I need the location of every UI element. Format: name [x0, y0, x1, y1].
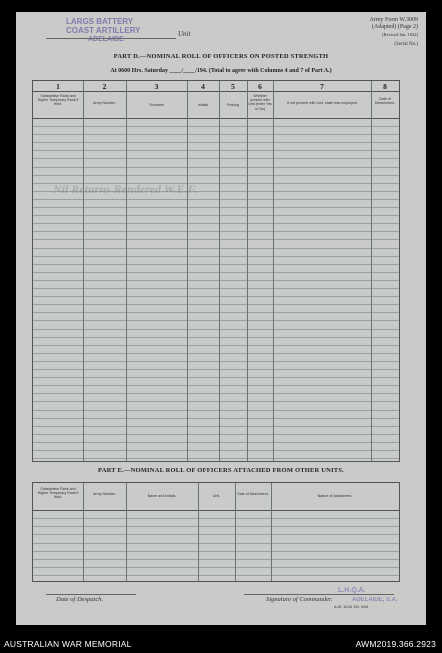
- ruled-row-line: [33, 450, 399, 451]
- col-8-header: Date of Detachment.: [374, 97, 396, 106]
- ruled-row-line: [33, 401, 399, 402]
- ruled-row-line: [33, 575, 399, 576]
- unit-underline: [46, 38, 176, 39]
- ruled-row-line: [33, 353, 399, 354]
- ruled-row-line: [33, 526, 399, 527]
- ruled-row-line: [33, 534, 399, 535]
- col-1-header: Substantive Rank and Higher Temporary Rank if Held.: [37, 94, 79, 107]
- ruled-row-line: [33, 442, 399, 443]
- print-reference: A.W. 11/44 1M, 3/44: [334, 605, 369, 609]
- ruled-row-line: [33, 167, 399, 168]
- col-3-header: Surname: [149, 103, 164, 107]
- ruled-row-line: [33, 418, 399, 419]
- document-page: [16, 12, 426, 625]
- col-2-header: Army Number.: [93, 101, 116, 105]
- col-5-header: Posting: [227, 103, 239, 107]
- ruled-row-line: [33, 158, 399, 159]
- ruled-row-line: [33, 543, 399, 544]
- col-8-number: 8: [383, 82, 387, 91]
- ruled-row-line: [33, 288, 399, 289]
- signature-label: Signature of Commander.: [266, 596, 333, 603]
- signature-line: [244, 594, 394, 595]
- ruled-row-line: [33, 256, 399, 257]
- archive-caption: AUSTRALIAN WAR MEMORIAL: [4, 639, 132, 649]
- unit-label: Unit: [178, 30, 191, 38]
- ruled-row-line: [33, 385, 399, 386]
- ruled-row-line: [33, 369, 399, 370]
- ruled-row-line: [33, 312, 399, 313]
- ruled-row-line: [33, 304, 399, 305]
- ruled-row-line: [33, 296, 399, 297]
- e-col-2-header: Army Number.: [93, 492, 116, 496]
- ruled-row-line: [33, 320, 399, 321]
- ruled-row-line: [33, 410, 399, 411]
- form-reference: Army Form W.3009 (Adapted) (Page 2) (Revised Jan. 1942): [369, 17, 418, 37]
- ruled-row-line: [33, 393, 399, 394]
- date-line: [46, 594, 136, 595]
- ruled-row-line: [33, 434, 399, 435]
- col-4-number: 4: [201, 82, 205, 91]
- col-6-header: Whether present with Unit (enter Yes or No): [248, 94, 272, 111]
- col-1-number: 1: [56, 82, 60, 91]
- ruled-row-line: [33, 231, 399, 232]
- ruled-row-line: [33, 567, 399, 568]
- ruled-row-line: [33, 345, 399, 346]
- col-7-header: If not present with Unit, state how employed: [287, 101, 357, 105]
- ruled-row-line: [33, 150, 399, 151]
- ruled-row-line: [33, 248, 399, 249]
- e-col-4-header: Unit.: [212, 494, 221, 498]
- ruled-row-line: [33, 458, 399, 459]
- ruled-row-line: [33, 134, 399, 135]
- ruled-row-line: [33, 337, 399, 338]
- bottom-stamp: L.H.Q.A.: [338, 587, 366, 594]
- part-d-date-line: At 0600 Hrs. Saturday ____/____/194. (Total to agree with Columns 4 and 7 of Part A.): [110, 68, 332, 74]
- ruled-row-line: [33, 329, 399, 330]
- ruled-row-line: [33, 272, 399, 273]
- ruled-row-line: [33, 199, 399, 200]
- ruled-row-line: [33, 551, 399, 552]
- ruled-row-line: [33, 142, 399, 143]
- archive-reference: AWM2019.366.2923: [355, 639, 436, 649]
- ruled-row-line: [33, 518, 399, 519]
- faded-handwriting: Nil Returns Rendered W.E.F.: [53, 182, 198, 196]
- ruled-row-line: [33, 207, 399, 208]
- col-3-number: 3: [154, 82, 159, 91]
- serial-number-label: (Serial No.): [394, 42, 418, 47]
- part-e-table: [32, 482, 400, 582]
- unit-stamp: LARGS BATTERY COAST ARTILLERY ADELAIDE: [66, 17, 141, 43]
- col-5-number: 5: [231, 82, 235, 91]
- ruled-row-line: [33, 377, 399, 378]
- col-6-number: 6: [258, 82, 262, 91]
- ruled-row-line: [33, 239, 399, 240]
- e-col-5-header: Date of Attachment.: [237, 492, 269, 496]
- e-col-3-header: Name and Initials.: [147, 494, 177, 498]
- ruled-row-line: [33, 223, 399, 224]
- col-4-header: Initials: [197, 103, 209, 107]
- ruled-row-line: [33, 215, 399, 216]
- col-2-number: 2: [102, 82, 107, 91]
- col-7-number: 7: [320, 82, 324, 91]
- e-col-1-header: Substantive Rank and Higher Temporary Rank if Held.: [37, 487, 79, 500]
- part-d-title: PART D.—NOMINAL ROLL OF OFFICERS ON POSTED STRENGTH: [113, 53, 329, 60]
- ruled-row-line: [33, 361, 399, 362]
- date-of-despatch-label: Date of Despatch.: [56, 596, 104, 603]
- ruled-row-line: [33, 280, 399, 281]
- ruled-row-line: [33, 175, 399, 176]
- ruled-row-line: [33, 426, 399, 427]
- e-col-6-header: Nature of Attachment.: [317, 494, 353, 498]
- part-e-title: PART E.—NOMINAL ROLL OF OFFICERS ATTACHED FROM OTHER UNITS.: [98, 467, 344, 474]
- part-d-table: [32, 80, 400, 462]
- bottom-stamp-line2: ADELAIDE, S.A.: [352, 597, 398, 603]
- ruled-row-line: [33, 264, 399, 265]
- ruled-row-line: [33, 126, 399, 127]
- ruled-row-line: [33, 559, 399, 560]
